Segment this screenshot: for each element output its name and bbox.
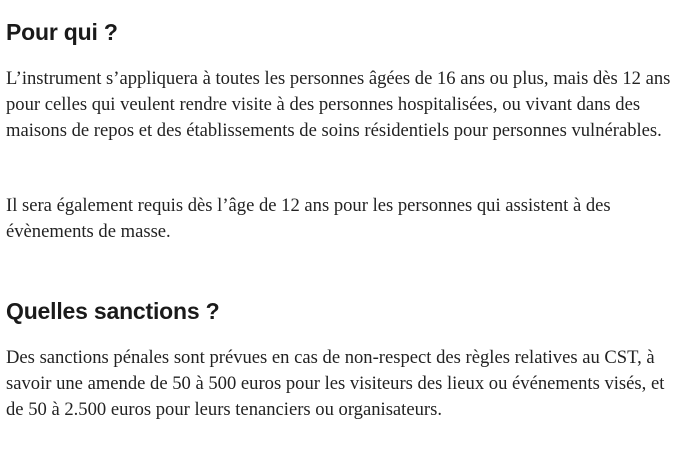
- paragraph-scope: L’instrument s’appliquera à toutes les personnes âgées de 16 ans ou plus, mais dès 12 ans pour celles qui veulent rendre visite à des personnes hospitalisées, ou vivant dans des maisons de repos et des établissements de soins résidentiels pour personnes vulnérables.: [6, 68, 671, 141]
- paragraph-sanctions: Des sanctions pénales sont prévues en cas de non-respect des règles relatives au CST, à savoir une amende de 50 à 500 euros pour les visiteurs des lieux ou événements visés, et de 50 à 2.500 euros pour leurs tenanciers ou organisateurs.: [6, 347, 665, 420]
- section-heading-sanctions: Quelles sanctions ?: [6, 298, 220, 324]
- paragraph-mass-events: Il sera également requis dès l’âge de 12 ans pour les personnes qui assistent à des évènements de masse.: [6, 195, 611, 242]
- section-heading-pour-qui: Pour qui ?: [6, 19, 118, 45]
